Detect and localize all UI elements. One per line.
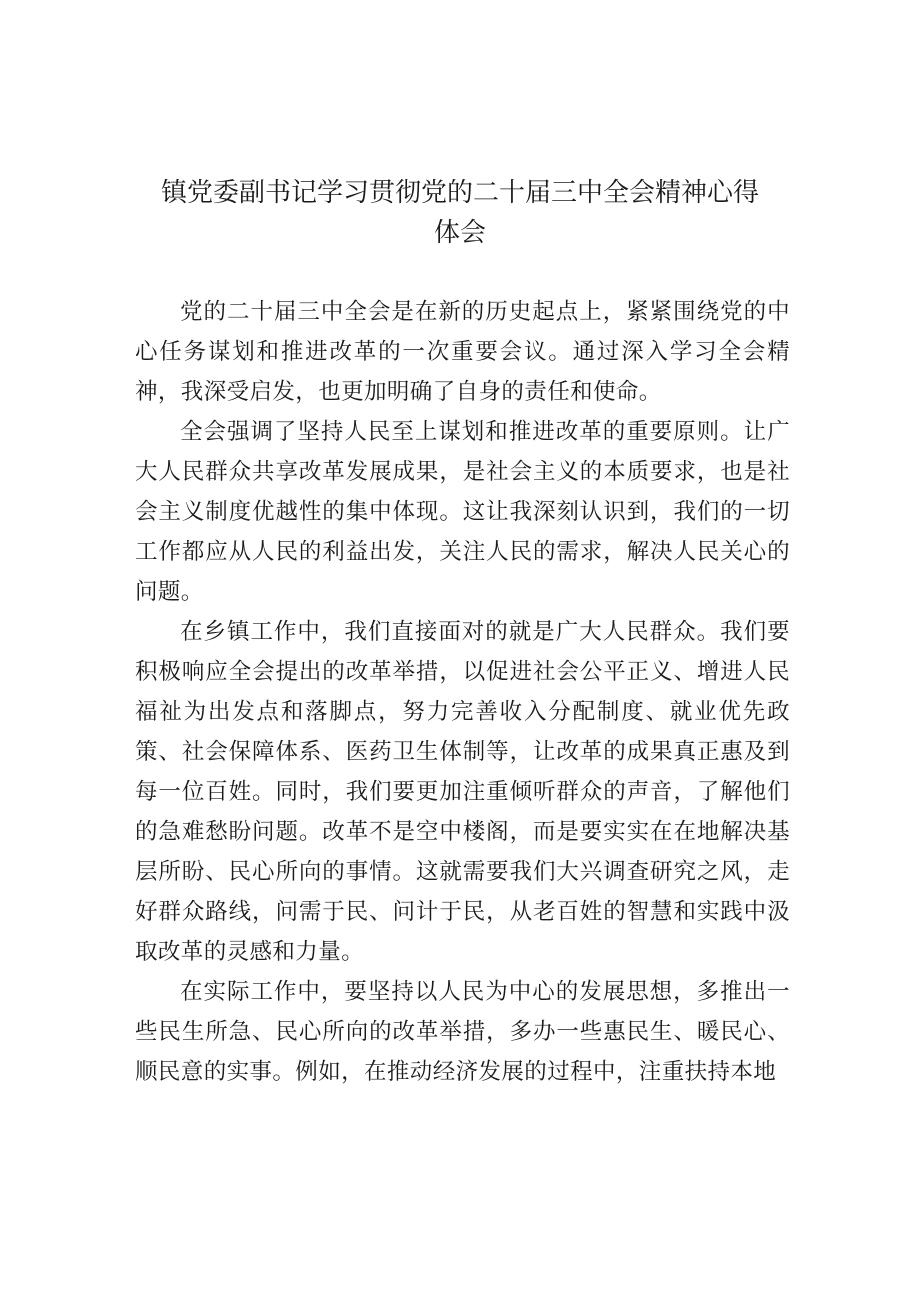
document-body (135, 292, 790, 1092)
document-title-line-2: 体会 (433, 218, 486, 248)
paragraph-4: 在实际工作中，要坚持以人民为中心的发展思想，多推出一些民生所急、民心所向的改革举措，多办一些惠民生、暖民心、顺民意的实事。例如，在推动经济发展的过程中，注重扶持本地 (135, 979, 790, 1085)
paragraph-2: 全会强调了坚持人民至上谋划和推进改革的重要原则。让广大人民群众共享改革发展成果，是社会主义的本质要求，也是社会主义制度优越性的集中体现。这让我深刻认识到，我们的一切工作都应从人民的利益出发，关注人民的需求，解决人民关心的问题。 (135, 419, 790, 605)
document-title-line-1: 镇党委副书记学习贯彻党的二十届三中全会精神心得 (160, 178, 759, 208)
paragraph-3: 在乡镇工作中，我们直接面对的就是广大人民群众。我们要积极响应全会提出的改革举措，以促进社会公平正义、增进人民福祉为出发点和落脚点，努力完善收入分配制度、就业优先政策、社会保障体系、医药卫生体制等，让改革的成果真正惠及到每一位百姓。同时，我们要更加注重倾听群众的声音，了解他们的急难愁盼问题。改革不是空中楼阁，而是要实实在在地解决基层所盼、民心所向的事情。这就需要我们大兴调查研究之风，走好群众路线，问需于民、问计于民，从老百姓的智慧和实践中汲取改革的灵感和力量。 (135, 619, 790, 965)
paragraph-1: 党的二十届三中全会是在新的历史起点上，紧紧围绕党的中心任务谋划和推进改革的一次重要会议。通过深入学习全会精神，我深受启发，也更加明确了自身的责任和使命。 (135, 299, 790, 405)
